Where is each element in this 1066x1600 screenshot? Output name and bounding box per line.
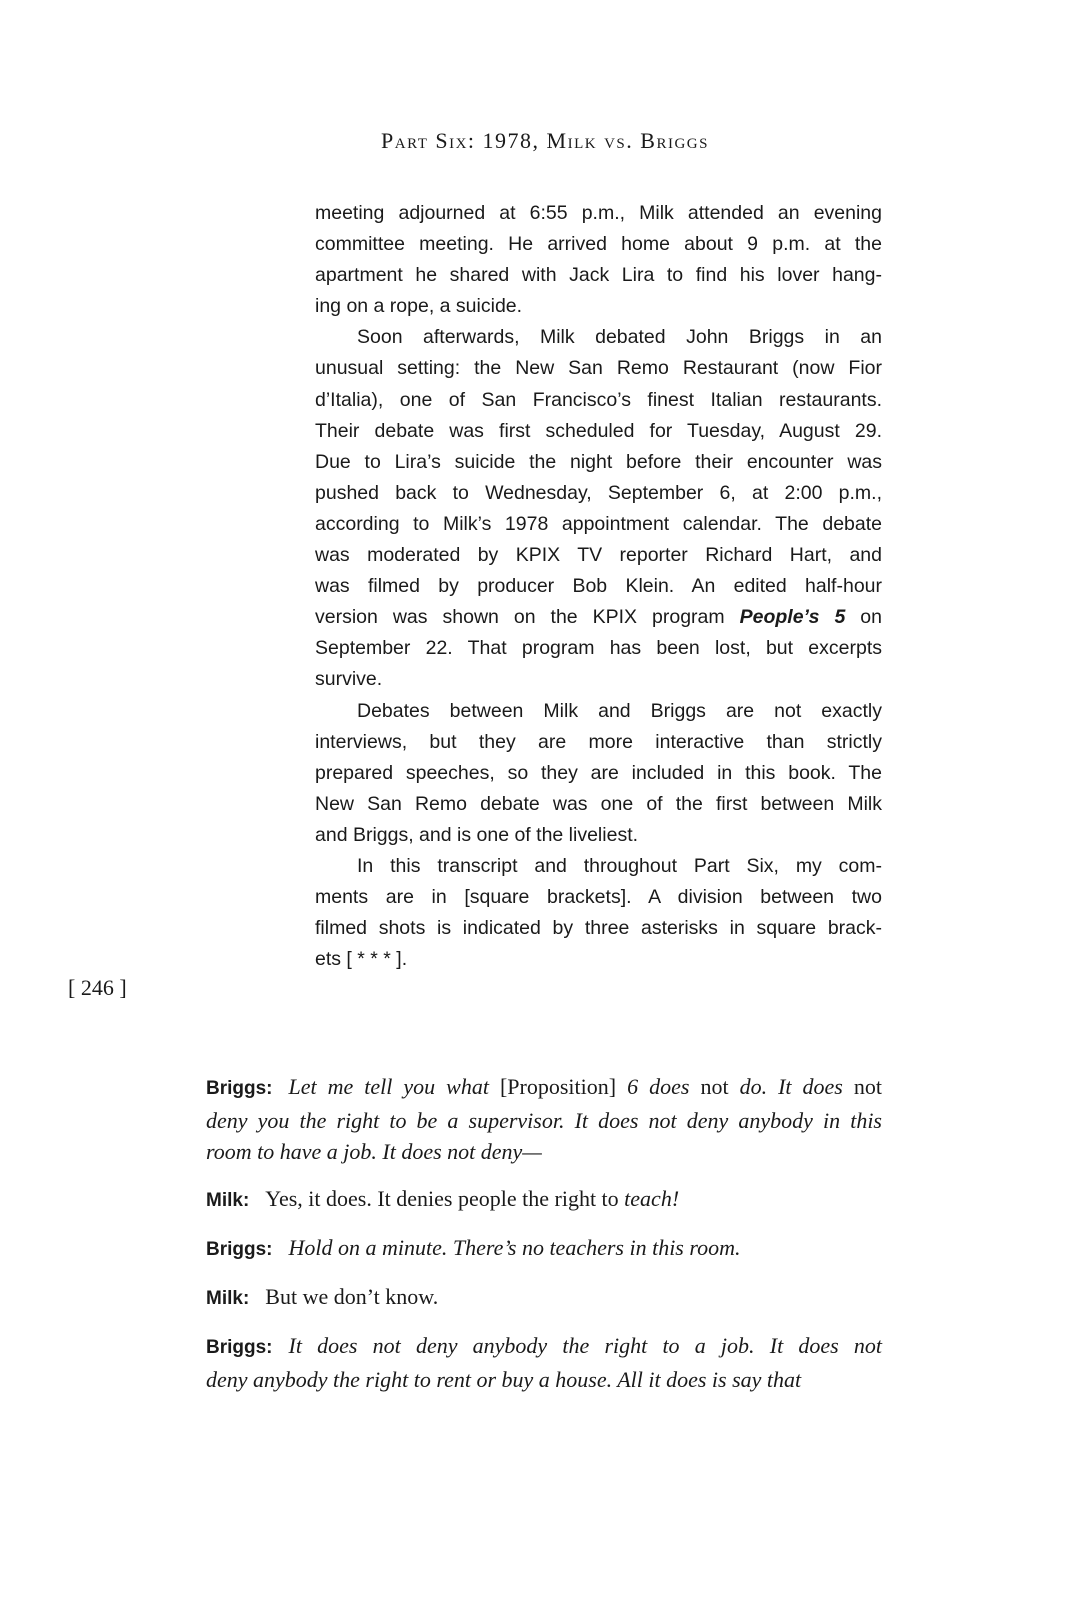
text-span: But we don’t know. xyxy=(265,1284,439,1309)
text-span: teach! xyxy=(624,1186,680,1211)
text-line xyxy=(315,291,882,322)
text-span: In this transcript and throughout Part Six, my com- xyxy=(357,854,882,877)
paragraph xyxy=(315,198,882,322)
text-line xyxy=(315,416,882,447)
text-span: Their debate was first scheduled for Tuesday, August 29. xyxy=(315,419,882,442)
text-span: ets [ * * * ]. xyxy=(315,948,408,971)
dialogue-line xyxy=(206,1330,882,1364)
text-line xyxy=(315,509,882,540)
text-line xyxy=(315,727,882,758)
text-span: unusual setting: the New San Remo Restaurant (now Fior xyxy=(315,357,882,380)
text-span: ments are in [square brackets]. A division between two xyxy=(315,886,882,909)
text-span: September 22. That program has been lost, but excerpts xyxy=(315,637,882,660)
text-span: deny you the right to be a supervisor. It does not deny anybody in this xyxy=(206,1107,882,1133)
dialogue-line xyxy=(206,1105,882,1137)
text-line xyxy=(315,602,882,633)
text-span: Due to Lira’s suicide the night before their encounter was xyxy=(315,450,882,473)
text-span: filmed shots is indicated by three asterisks in square brack- xyxy=(315,917,882,940)
text-span: prepared speeches, so they are included in this book. The xyxy=(315,761,882,784)
text-line xyxy=(315,478,882,509)
text-line xyxy=(315,851,882,882)
text-line xyxy=(315,696,882,727)
dialogue-turn xyxy=(206,1183,882,1217)
text-span: not xyxy=(853,1074,882,1099)
text-span: It does not deny anybody the right to a job. It does not xyxy=(288,1333,882,1358)
text-line xyxy=(315,229,882,260)
text-span: Soon afterwards, Milk debated John Briggs in an xyxy=(357,326,882,349)
text-span: interviews, but they are more interactive than strictly xyxy=(315,730,882,753)
body-text xyxy=(315,198,882,975)
debate-transcript xyxy=(206,1071,882,1411)
text-span: deny anybody the right to rent or buy a house. All it does is say that xyxy=(206,1366,802,1392)
text-line xyxy=(315,571,882,602)
text-span: apartment he shared with Jack Lira to find his lover hang- xyxy=(315,264,882,287)
paragraph xyxy=(315,696,882,851)
text-line xyxy=(315,447,882,478)
text-span: was filmed by producer Bob Klein. An edited half-hour xyxy=(315,575,882,598)
text-line xyxy=(315,944,882,975)
speaker-label: Briggs: xyxy=(206,1337,273,1358)
text-span: version was shown on the KPIX program xyxy=(315,606,740,629)
text-span: Hold on a minute. There’s no teachers in this room. xyxy=(288,1235,741,1260)
text-span: Let me tell you what xyxy=(288,1074,500,1099)
text-line xyxy=(315,322,882,353)
text-line xyxy=(315,820,882,851)
text-span: committee meeting. He arrived home about 9 p.m. at the xyxy=(315,233,882,256)
paragraph xyxy=(315,322,882,695)
dialogue-turn xyxy=(206,1330,882,1395)
text-line xyxy=(315,353,882,384)
paragraph xyxy=(315,851,882,975)
text-line xyxy=(315,664,882,695)
text-line xyxy=(315,758,882,789)
speaker-label: Briggs: xyxy=(206,1239,273,1260)
text-line xyxy=(315,385,882,416)
text-span: on xyxy=(845,606,882,629)
text-span: do. It does xyxy=(739,1074,854,1099)
text-span: not xyxy=(700,1074,740,1099)
dialogue-line xyxy=(206,1071,882,1105)
dialogue-line xyxy=(206,1232,882,1266)
text-span: ing on a rope, a suicide. xyxy=(315,295,523,318)
text-line xyxy=(315,198,882,229)
text-span: [Proposition] xyxy=(499,1074,628,1099)
text-span: Debates between Milk and Briggs are not exactly xyxy=(357,699,882,722)
text-span: People’s 5 xyxy=(739,606,846,629)
dialogue-turn xyxy=(206,1281,882,1315)
text-span: pushed back to Wednesday, September 6, at 2:00 p.m., xyxy=(315,481,882,504)
text-span: survive. xyxy=(315,668,383,691)
dialogue-line xyxy=(206,1364,882,1396)
text-line xyxy=(315,540,882,571)
speaker-label: Milk: xyxy=(206,1190,250,1211)
text-line xyxy=(315,260,882,291)
speaker-label: Milk: xyxy=(206,1288,250,1309)
text-span: room to have a job. It does not deny— xyxy=(206,1139,542,1164)
text-line xyxy=(315,913,882,944)
text-span: was moderated by KPIX TV reporter Richard Hart, and xyxy=(315,544,882,567)
text-line xyxy=(315,789,882,820)
text-span: and Briggs, and is one of the liveliest. xyxy=(315,823,639,846)
text-span: d’Italia), one of San Francisco’s finest Italian restaurants. xyxy=(315,388,882,411)
text-span: New San Remo debate was one of the first between Milk xyxy=(315,792,882,815)
text-line xyxy=(315,882,882,913)
dialogue-line xyxy=(206,1136,882,1168)
speaker-label: Briggs: xyxy=(206,1078,273,1099)
text-span: meeting adjourned at 6:55 p.m., Milk attended an evening xyxy=(315,202,882,224)
text-line xyxy=(315,633,882,664)
page-number: [ 246 ] xyxy=(68,975,127,1000)
dialogue-turn xyxy=(206,1071,882,1168)
running-head: Part Six: 1978, Milk vs. Briggs xyxy=(381,128,709,153)
text-span: 6 does xyxy=(627,1074,701,1099)
text-span: according to Milk’s 1978 appointment calendar. The debate xyxy=(315,512,882,535)
dialogue-line xyxy=(206,1183,882,1217)
dialogue-line xyxy=(206,1281,882,1315)
text-span: Yes, it does. It denies people the right to xyxy=(265,1186,625,1211)
dialogue-turn xyxy=(206,1232,882,1266)
